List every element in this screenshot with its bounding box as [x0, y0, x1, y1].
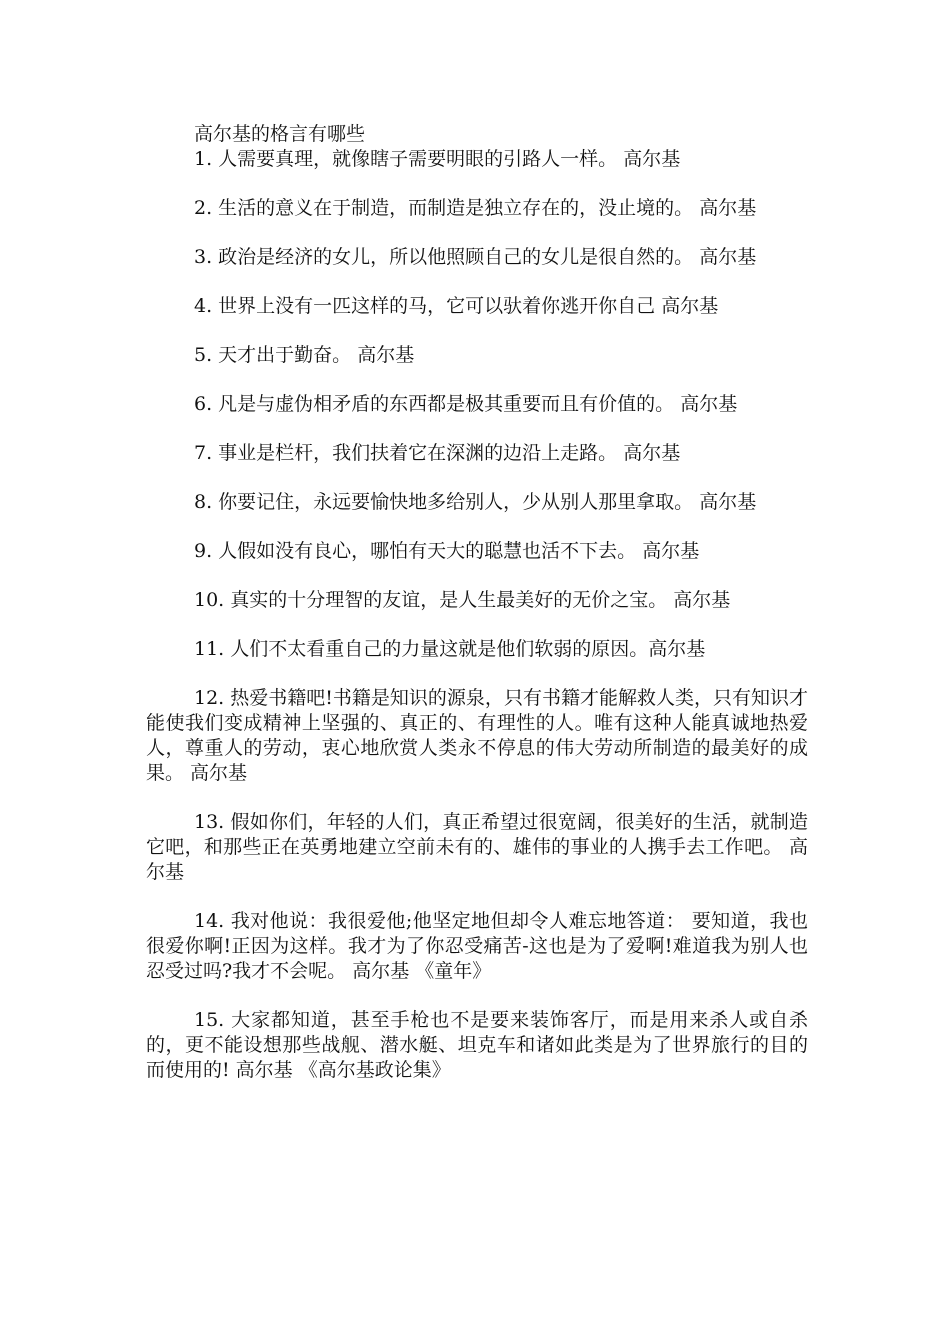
quote-item: 10. 真实的十分理智的友谊，是人生最美好的无价之宝。 高尔基 [194, 589, 731, 611]
quote-item: 8. 你要记住，永远要愉快地多给别人，少从别人那里拿取。 高尔基 [194, 491, 757, 513]
quote-item: 11. 人们不太看重自己的力量这就是他们软弱的原因。高尔基 [194, 638, 706, 660]
quote-item: 12. 热爱书籍吧!书籍是知识的源泉，只有书籍才能解救人类，只有知识才能使我们变成精神上坚强的、真正的、有理性的人。唯有这种人能真诚地热爱人，尊重人的劳动，衷心地欣赏人类永不停息的伟大劳动所制造的最美好的成果。 高尔基 [146, 687, 808, 784]
quote-item: 6. 凡是与虚伪相矛盾的东西都是极其重要而且有价值的。 高尔基 [194, 393, 738, 415]
quote-item: 3. 政治是经济的女儿，所以他照顾自己的女儿是很自然的。 高尔基 [194, 246, 757, 268]
document-title: 高尔基的格言有哪些 [194, 123, 366, 145]
quote-item: 7. 事业是栏杆，我们扶着它在深渊的边沿上走路。 高尔基 [194, 442, 681, 464]
quote-item: 15. 大家都知道，甚至手枪也不是要来装饰客厅，而是用来杀人或自杀的，更不能设想那些战舰、潜水艇、坦克车和诸如此类是为了世界旅行的目的而使用的! 高尔基 《高尔基政论集》 [146, 1009, 808, 1081]
quote-item: 1. 人需要真理，就像瞎子需要明眼的引路人一样。 高尔基 [194, 148, 681, 170]
quote-item: 14. 我对他说：我很爱他;他坚定地但却令人难忘地答道： 要知道，我也很爱你啊!正因为这样。我才为了你忍受痛苦-这也是为了爱啊!难道我为别人也忍受过吗?我才不会呢。 高尔基 《童年》 [146, 910, 808, 982]
quote-item: 5. 天才出于勤奋。 高尔基 [194, 344, 415, 366]
quote-item: 4. 世界上没有一匹这样的马，它可以驮着你逃开你自己 高尔基 [194, 295, 719, 317]
quote-item: 13. 假如你们，年轻的人们，真正希望过很宽阔，很美好的生活，就制造它吧，和那些正在英勇地建立空前未有的、雄伟的事业的人携手去工作吧。 高尔基 [146, 811, 808, 883]
document-page [146, 122, 808, 1107]
quote-item: 2. 生活的意义在于制造，而制造是独立存在的，没止境的。 高尔基 [194, 197, 757, 219]
quote-item: 9. 人假如没有良心，哪怕有天大的聪慧也活不下去。 高尔基 [194, 540, 700, 562]
